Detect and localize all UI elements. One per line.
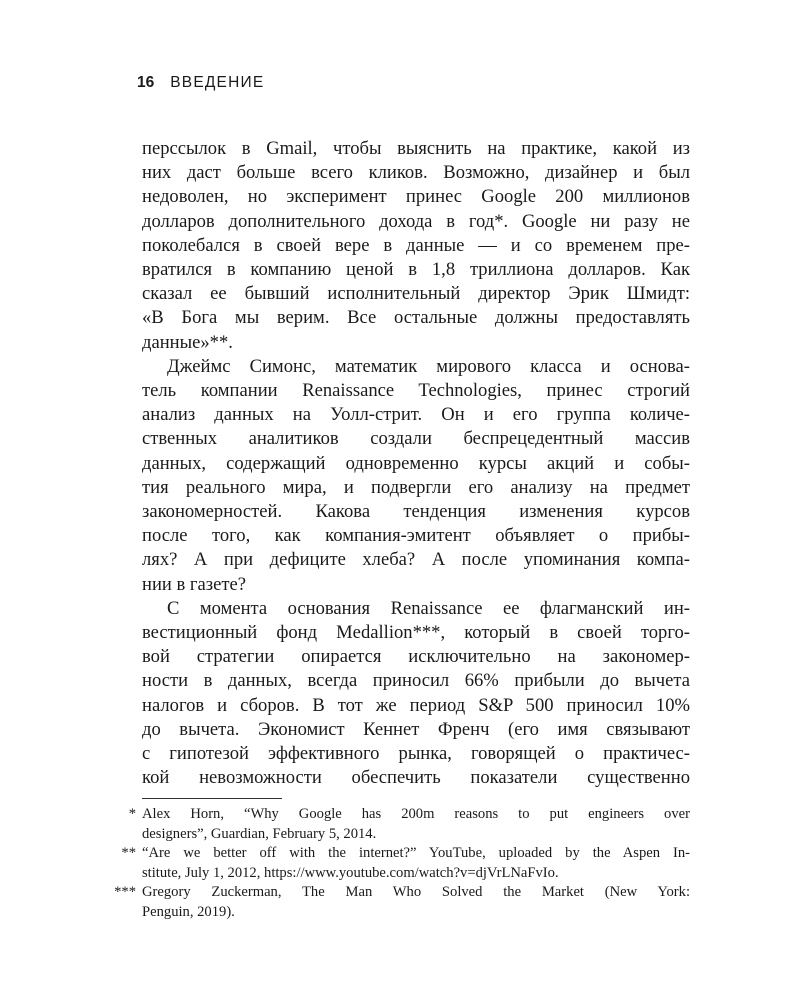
body-line: после того, как компания-эмитент объявляет о прибы- xyxy=(142,525,690,547)
body-line: С момента основания Renaissance ее флагманский ин- xyxy=(167,597,690,619)
body-line: данные»**. xyxy=(142,331,233,353)
body-line: вой стратегии опирается исключительно на закономер- xyxy=(142,646,690,668)
footnote xyxy=(128,805,690,844)
footnote xyxy=(121,844,690,883)
footnote-divider xyxy=(142,798,282,799)
footnote-line: Alex Horn, “Why Google has 200m reasons to put engineers over xyxy=(142,806,690,822)
body-line: перссылок в Gmail, чтобы выяснить на практике, какой из xyxy=(142,138,690,159)
footnote-line: “Are we better off with the internet?” YouTube, uploaded by the Aspen In- xyxy=(142,845,690,862)
page-number: 16 xyxy=(137,74,155,91)
body-line: кой невозможности обеспечить показатели существенно xyxy=(142,767,690,789)
footnote-mark: * xyxy=(128,806,136,822)
body-line: до вычета. Экономист Кеннет Френч (его имя связывают xyxy=(142,718,690,740)
body-line: с гипотезой эффективного рынка, говорящей о практичес- xyxy=(142,743,690,765)
footnote xyxy=(114,883,690,922)
body-line: сказал ее бывший исполнительный директор Эрик Шмидт: xyxy=(142,283,690,305)
running-header xyxy=(137,74,264,92)
body-line: «В Бога мы верим. Все остальные должны предоставлять xyxy=(142,307,690,329)
footnote-line: stitute, July 1, 2012, https://www.youtube.com/watch?v=djVrLNaFvIo. xyxy=(142,864,559,881)
body-line: закономерностей. Какова тенденция изменения курсов xyxy=(142,501,690,523)
body-line: недоволен, но эксперимент принес Google 200 миллионов xyxy=(142,186,690,208)
footnote-mark: *** xyxy=(114,884,136,901)
body-text xyxy=(142,137,690,790)
body-line: вестиционный фонд Medallion***, который в своей торго- xyxy=(142,622,690,644)
footnote-mark: ** xyxy=(121,845,136,862)
chapter-title: ВВЕДЕНИЕ xyxy=(170,74,265,91)
footnote-line: Penguin, 2019). xyxy=(142,903,235,920)
body-line: ности в данных, всегда приносил 66% прибыли до вычета xyxy=(142,670,690,692)
body-line: вратился в компанию ценой в 1,8 триллиона долларов. Как xyxy=(142,259,690,281)
body-line: ственных аналитиков создали беспрецедентный массив xyxy=(142,428,690,450)
body-line: тель компании Renaissance Technologies, принес строгий xyxy=(142,380,690,402)
body-line: них даст больше всего кликов. Возможно, дизайнер и был xyxy=(142,162,690,184)
footnote-line: Gregory Zuckerman, The Man Who Solved the Market (New York: xyxy=(142,884,690,901)
body-line: долларов дополнительного дохода в год*. Google ни разу не xyxy=(142,210,690,232)
body-line: анализ данных на Уолл-стрит. Он и его группа количе- xyxy=(142,404,690,426)
body-line: Джеймс Симонс, математик мирового класса и основа- xyxy=(167,355,690,377)
body-line: поколебался в своей вере в данные — и со временем пре- xyxy=(142,234,690,256)
body-line: налогов и сборов. В тот же период S&P 500 приносил 10% xyxy=(142,694,690,716)
footnotes xyxy=(114,805,690,923)
body-line: данных, содержащий одновременно курсы акций и собы- xyxy=(142,452,690,474)
body-line: тия реального мира, и подвергли его анализу на предмет xyxy=(142,476,690,498)
body-line: лях? А при дефиците хлеба? А после упоминания компа- xyxy=(142,549,690,571)
footnote-line: designers”, Guardian, February 5, 2014. xyxy=(142,825,377,842)
body-line: нии в газете? xyxy=(142,573,247,595)
